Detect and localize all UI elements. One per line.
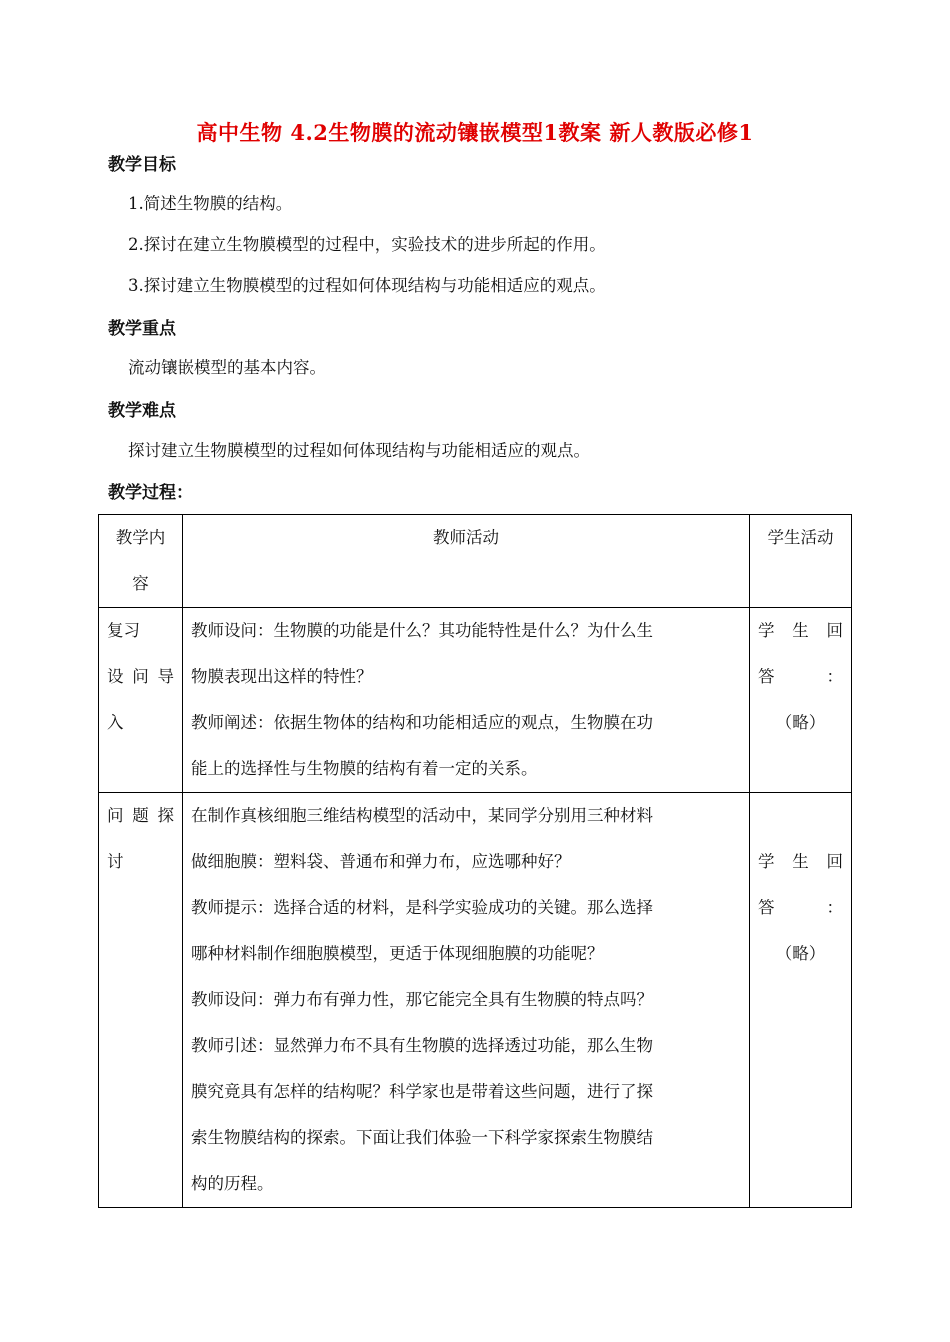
content-line: 问题探: [107, 806, 174, 825]
teacher-line: 在制作真核细胞三维结构模型的活动中，某同学分别用三种材料: [191, 806, 653, 825]
table-row: [99, 608, 852, 793]
content-cell: [99, 793, 183, 1208]
student-line: （略）: [775, 944, 826, 963]
student-line: 学生回: [758, 852, 843, 871]
content-line: 讨: [107, 852, 124, 871]
difficulties-heading: 教学难点: [108, 401, 176, 421]
objective-item-2: 2.探讨在建立生物膜模型的过程中，实验技术的进步所起的作用。: [128, 235, 606, 254]
header-teacher-cell: [183, 515, 750, 608]
teacher-line: 教师阐述：依据生物体的结构和功能相适应的观点，生物膜在功: [191, 713, 653, 732]
teacher-line: 教师引述：显然弹力布不具有生物膜的选择透过功能，那么生物: [191, 1036, 653, 1055]
teacher-line: 膜究竟具有怎样的结构呢？科学家也是带着这些问题，进行了探: [191, 1082, 653, 1101]
student-line: 学生回: [758, 621, 843, 640]
student-spacer: [758, 793, 843, 839]
teacher-activity-cell: [183, 608, 750, 793]
student-activity-cell: [750, 608, 852, 793]
teacher-line: 能上的选择性与生物膜的结构有着一定的关系。: [191, 759, 538, 778]
content-line: 复习: [107, 621, 140, 640]
content-line: 入: [107, 713, 124, 732]
content-line: 设问导: [107, 667, 174, 686]
teacher-line: 教师设问：弹力布有弹力性，那它能完全具有生物膜的特点吗？: [191, 990, 653, 1009]
student-line: 答：: [758, 898, 843, 917]
teacher-line: 构的历程。: [191, 1174, 274, 1193]
teacher-line: 索生物膜结构的探索。下面让我们体验一下科学家探索生物膜结: [191, 1128, 653, 1147]
table-row: [99, 793, 852, 1208]
student-line: 答：: [758, 667, 843, 686]
header-content-line-1: 教学内: [115, 528, 166, 547]
content-cell: [99, 608, 183, 793]
header-teacher-label: 教师活动: [433, 528, 499, 547]
key-points-heading: 教学重点: [108, 319, 176, 339]
header-student-cell: [750, 515, 852, 608]
table-header-row: [99, 515, 852, 608]
teacher-line: 教师提示：选择合适的材料，是科学实验成功的关键。那么选择: [191, 898, 653, 917]
teacher-line: 物膜表现出这样的特性？: [191, 667, 373, 686]
student-line: （略）: [775, 713, 826, 732]
document-title: 高中生物 4.2生物膜的流动镶嵌模型1教案 新人教版必修1: [196, 120, 754, 145]
header-content-cell: [99, 515, 183, 608]
process-heading: 教学过程：: [108, 483, 193, 503]
teacher-line: 哪种材料制作细胞膜模型，更适于体现细胞膜的功能呢？: [191, 944, 604, 963]
objective-item-3: 3.探讨建立生物膜模型的过程如何体现结构与功能相适应的观点。: [128, 276, 606, 295]
teacher-activity-cell: [183, 793, 750, 1208]
key-points-text: 流动镶嵌模型的基本内容。: [128, 358, 326, 377]
process-table: [98, 514, 852, 1208]
teacher-line: 教师设问：生物膜的功能是什么？其功能特性是什么？为什么生: [191, 621, 653, 640]
header-content-line-2: 容: [132, 574, 149, 593]
difficulties-text: 探讨建立生物膜模型的过程如何体现结构与功能相适应的观点。: [128, 441, 590, 460]
teacher-line: 做细胞膜：塑料袋、普通布和弹力布，应选哪种好？: [191, 852, 571, 871]
objectives-heading: 教学目标: [108, 155, 176, 175]
student-activity-cell: [750, 793, 852, 1208]
objective-item-1: 1.简述生物膜的结构。: [128, 194, 293, 213]
header-student-label: 学生活动: [767, 528, 834, 547]
